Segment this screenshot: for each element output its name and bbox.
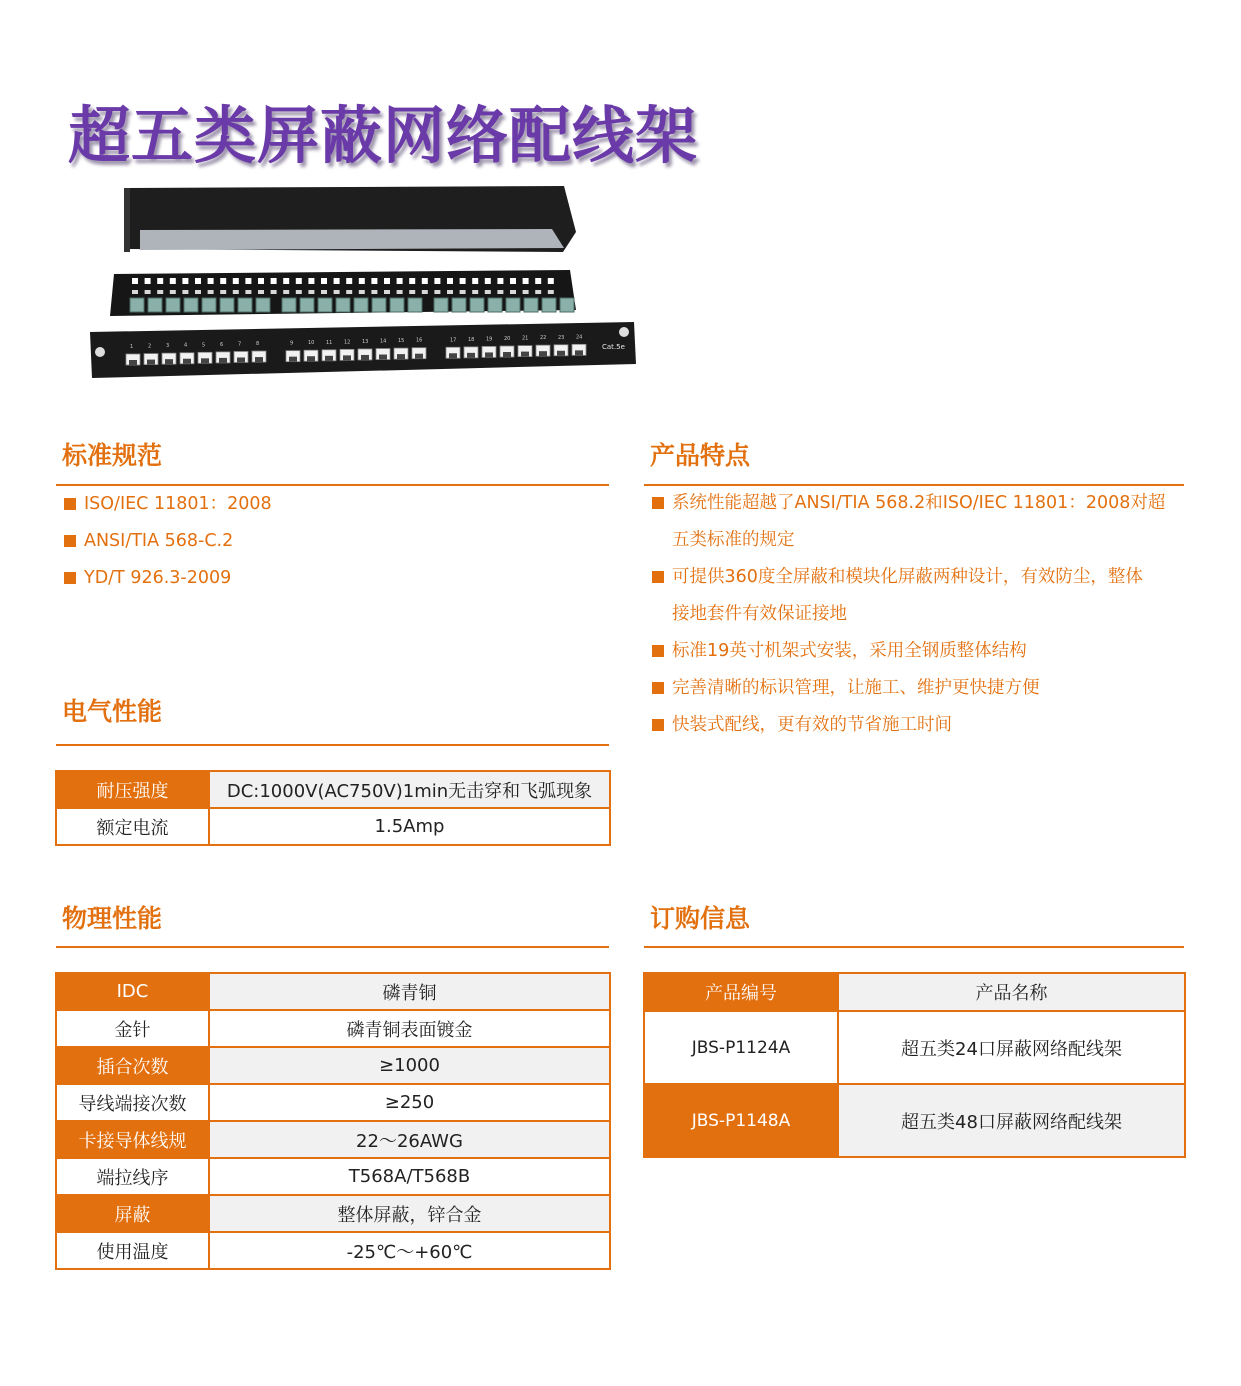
spec-value: 22～26AWG bbox=[209, 1121, 610, 1158]
keystone-module bbox=[318, 298, 332, 312]
label-hole bbox=[384, 278, 390, 284]
port-number: 9 bbox=[290, 340, 294, 347]
label-hole bbox=[384, 290, 390, 294]
label-hole bbox=[296, 278, 302, 284]
label-hole bbox=[397, 278, 403, 284]
keystone-module bbox=[130, 298, 144, 312]
keystone-module bbox=[166, 298, 180, 312]
label-hole bbox=[208, 278, 214, 284]
feature-line: 系统性能超越了ANSI/TIA 568.2和ISO/IEC 11801：2008对超 bbox=[672, 493, 1166, 513]
label-hole bbox=[334, 290, 340, 294]
table-row bbox=[644, 1084, 1185, 1157]
rj45-port-latch bbox=[539, 351, 547, 356]
spec-key: 插合次数 bbox=[56, 1047, 209, 1084]
table-row bbox=[56, 1084, 610, 1121]
feature-line: 可提供360度全屏蔽和模块化屏蔽两种设计，有效防尘，整体 bbox=[672, 567, 1143, 587]
label-hole bbox=[271, 290, 277, 294]
label-hole bbox=[195, 290, 201, 294]
standards-list bbox=[62, 486, 272, 597]
label-hole bbox=[208, 290, 214, 294]
section-rule-ordering bbox=[644, 946, 1184, 948]
spec-value: ≥1000 bbox=[209, 1047, 610, 1084]
spec-value: 1.5Amp bbox=[209, 808, 610, 845]
rj45-port-latch bbox=[361, 355, 369, 360]
port-number: 24 bbox=[576, 334, 583, 341]
label-hole bbox=[397, 290, 403, 294]
label-hole bbox=[170, 290, 176, 294]
keystone-module bbox=[390, 298, 404, 312]
spec-key: 金针 bbox=[56, 1010, 209, 1047]
section-heading-features: 产品特点 bbox=[650, 441, 751, 470]
product-name: 超五类24口屏蔽网络配线架 bbox=[838, 1011, 1185, 1084]
label-hole bbox=[535, 278, 541, 284]
table-row bbox=[56, 808, 610, 845]
port-number: 23 bbox=[558, 334, 565, 341]
keystone-module bbox=[408, 298, 422, 312]
keystone-module bbox=[524, 298, 538, 312]
mount-hole-right bbox=[619, 327, 629, 337]
label-hole bbox=[346, 278, 352, 284]
keystone-module bbox=[202, 298, 216, 312]
label-hole bbox=[220, 290, 226, 294]
label-hole bbox=[283, 290, 289, 294]
port-number: 15 bbox=[398, 338, 405, 345]
label-hole bbox=[485, 290, 491, 294]
feature-line: 五类标准的规定 bbox=[672, 530, 795, 550]
rj45-port-latch bbox=[201, 358, 209, 363]
section-rule-physical bbox=[56, 946, 609, 948]
port-number: 17 bbox=[450, 337, 457, 344]
cover-edge bbox=[124, 188, 130, 252]
page-title: 超五类屏蔽网络配线架 bbox=[68, 99, 699, 172]
spec-value: 整体屏蔽，锌合金 bbox=[209, 1195, 610, 1232]
spec-key: 使用温度 bbox=[56, 1232, 209, 1269]
spec-key: 额定电流 bbox=[56, 808, 209, 845]
rj45-port-latch bbox=[183, 359, 191, 364]
keystone-module bbox=[434, 298, 448, 312]
label-hole bbox=[371, 290, 377, 294]
physical-table bbox=[55, 972, 611, 1270]
port-number: 14 bbox=[380, 338, 387, 345]
keystone-module bbox=[282, 298, 296, 312]
port-number: 16 bbox=[416, 337, 423, 344]
keystone-module bbox=[452, 298, 466, 312]
label-hole bbox=[523, 290, 529, 294]
table-row bbox=[56, 1195, 610, 1232]
rj45-port-latch bbox=[165, 359, 173, 364]
label-hole bbox=[523, 278, 529, 284]
column-header-name: 产品名称 bbox=[838, 973, 1185, 1011]
label-hole bbox=[132, 278, 138, 284]
rj45-port-latch bbox=[557, 351, 565, 356]
mount-hole-left bbox=[95, 347, 105, 357]
keystone-module bbox=[354, 298, 368, 312]
standards-item: ANSI/TIA 568-C.2 bbox=[62, 523, 272, 560]
spec-value: ≥250 bbox=[209, 1084, 610, 1121]
label-hole bbox=[535, 290, 541, 294]
label-hole bbox=[145, 290, 151, 294]
port-number: 3 bbox=[166, 343, 170, 350]
label-hole bbox=[510, 290, 516, 294]
label-hole bbox=[485, 278, 491, 284]
label-hole bbox=[271, 278, 277, 284]
label-hole bbox=[422, 290, 428, 294]
rj45-port-latch bbox=[397, 354, 405, 359]
product-name: 超五类48口屏蔽网络配线架 bbox=[838, 1084, 1185, 1157]
table-row bbox=[56, 973, 610, 1010]
feature-item: 标准19英寸机架式安装，采用全钢质整体结构 bbox=[650, 633, 1165, 670]
rj45-port-latch bbox=[379, 355, 387, 360]
keystone-module bbox=[470, 298, 484, 312]
keystone-module bbox=[238, 298, 252, 312]
rj45-port-latch bbox=[325, 356, 333, 361]
cat5e-label: Cat.5e bbox=[602, 343, 625, 351]
label-hole bbox=[359, 290, 365, 294]
port-number: 20 bbox=[504, 336, 511, 343]
label-hole bbox=[447, 278, 453, 284]
table-row bbox=[56, 1121, 610, 1158]
port-number: 6 bbox=[220, 341, 224, 348]
rj45-port-latch bbox=[129, 360, 137, 365]
section-heading-physical: 物理性能 bbox=[62, 904, 163, 933]
label-hole bbox=[472, 290, 478, 294]
label-hole bbox=[220, 278, 226, 284]
section-heading-ordering: 订购信息 bbox=[650, 904, 751, 933]
label-hole bbox=[346, 290, 352, 294]
spec-value: 磷青铜表面镀金 bbox=[209, 1010, 610, 1047]
port-number: 8 bbox=[256, 341, 260, 348]
keystone-module bbox=[372, 298, 386, 312]
label-hole bbox=[308, 290, 314, 294]
label-hole bbox=[510, 278, 516, 284]
spec-key: 卡接导体线规 bbox=[56, 1121, 209, 1158]
label-hole bbox=[371, 278, 377, 284]
feature-line: 接地套件有效保证接地 bbox=[672, 604, 847, 624]
port-number: 4 bbox=[184, 342, 188, 349]
feature-item bbox=[650, 485, 1165, 559]
feature-item: 快装式配线，更有效的节省施工时间 bbox=[650, 707, 1165, 744]
table-row bbox=[644, 1011, 1185, 1084]
keystone-module bbox=[184, 298, 198, 312]
table-header-row bbox=[644, 973, 1185, 1011]
section-rule-electrical bbox=[56, 744, 609, 746]
label-hole bbox=[497, 278, 503, 284]
keystone-module bbox=[256, 298, 270, 312]
standards-item: YD/T 926.3-2009 bbox=[62, 560, 272, 597]
keystone-module bbox=[542, 298, 556, 312]
label-hole bbox=[233, 290, 239, 294]
port-number: 11 bbox=[326, 339, 333, 346]
rj45-port-latch bbox=[307, 356, 315, 361]
label-hole bbox=[460, 290, 466, 294]
label-hole bbox=[460, 278, 466, 284]
patch-panel-product-image bbox=[86, 182, 642, 382]
rj45-port-latch bbox=[485, 352, 493, 357]
spec-key: 导线端接次数 bbox=[56, 1084, 209, 1121]
port-number: 1 bbox=[130, 344, 134, 350]
label-hole bbox=[145, 278, 151, 284]
rj45-port-latch bbox=[415, 354, 423, 359]
port-number: 18 bbox=[468, 336, 475, 343]
label-hole bbox=[409, 278, 415, 284]
label-hole bbox=[245, 278, 251, 284]
spec-value: T568A/T568B bbox=[209, 1158, 610, 1195]
port-number: 7 bbox=[238, 341, 242, 348]
spec-value: 磷青铜 bbox=[209, 973, 610, 1010]
spec-key: 屏蔽 bbox=[56, 1195, 209, 1232]
port-number: 12 bbox=[344, 339, 351, 346]
label-hole bbox=[548, 278, 554, 284]
electrical-table bbox=[55, 770, 611, 846]
label-hole bbox=[296, 290, 302, 294]
port-number: 10 bbox=[308, 340, 315, 347]
port-number: 2 bbox=[148, 343, 152, 350]
label-hole bbox=[472, 278, 478, 284]
label-hole bbox=[283, 278, 289, 284]
rj45-port-latch bbox=[467, 353, 475, 358]
rj45-port-latch bbox=[255, 357, 263, 362]
keystone-module bbox=[506, 298, 520, 312]
product-code: JBS-P1124A bbox=[644, 1011, 838, 1084]
label-hole bbox=[182, 278, 188, 284]
label-hole bbox=[170, 278, 176, 284]
spec-key: 端拉线序 bbox=[56, 1158, 209, 1195]
keystone-module bbox=[560, 298, 574, 312]
label-hole bbox=[497, 290, 503, 294]
label-hole bbox=[548, 290, 554, 294]
section-heading-standards: 标准规范 bbox=[62, 441, 163, 470]
keystone-module bbox=[148, 298, 162, 312]
label-hole bbox=[422, 278, 428, 284]
label-hole bbox=[308, 278, 314, 284]
label-hole bbox=[233, 278, 239, 284]
port-number: 22 bbox=[540, 335, 547, 342]
features-list bbox=[650, 485, 1165, 744]
column-header-code: 产品编号 bbox=[644, 973, 838, 1011]
rj45-port-latch bbox=[575, 350, 583, 355]
table-row bbox=[56, 771, 610, 808]
label-hole bbox=[245, 290, 251, 294]
rj45-port-latch bbox=[503, 352, 511, 357]
spec-key: IDC bbox=[56, 973, 209, 1010]
spec-value: -25℃～+60℃ bbox=[209, 1232, 610, 1269]
keystone-module bbox=[336, 298, 350, 312]
feature-item: 完善清晰的标识管理，让施工、维护更快捷方便 bbox=[650, 670, 1165, 707]
table-row bbox=[56, 1010, 610, 1047]
label-hole bbox=[321, 278, 327, 284]
port-number: 5 bbox=[202, 342, 206, 349]
spec-key: 耐压强度 bbox=[56, 771, 209, 808]
rj45-port-latch bbox=[449, 353, 457, 358]
keystone-module bbox=[488, 298, 502, 312]
keystone-module bbox=[220, 298, 234, 312]
port-number: 19 bbox=[486, 336, 493, 343]
label-hole bbox=[359, 278, 365, 284]
rj45-port-latch bbox=[521, 352, 529, 357]
product-code: JBS-P1148A bbox=[644, 1084, 838, 1157]
label-hole bbox=[258, 290, 264, 294]
label-hole bbox=[434, 278, 440, 284]
table-row bbox=[56, 1047, 610, 1084]
rj45-port-latch bbox=[343, 355, 351, 360]
label-hole bbox=[157, 278, 163, 284]
table-row bbox=[56, 1158, 610, 1195]
standards-item: ISO/IEC 11801：2008 bbox=[62, 486, 272, 523]
rj45-port-latch bbox=[289, 357, 297, 362]
label-hole bbox=[157, 290, 163, 294]
spec-value: DC:1000V(AC750V)1min无击穿和飞弧现象 bbox=[209, 771, 610, 808]
label-hole bbox=[258, 278, 264, 284]
label-hole bbox=[195, 278, 201, 284]
port-number: 13 bbox=[362, 338, 369, 345]
feature-item bbox=[650, 559, 1165, 633]
label-hole bbox=[434, 290, 440, 294]
ordering-table bbox=[643, 972, 1186, 1158]
rj45-port-latch bbox=[237, 357, 245, 362]
label-hole bbox=[447, 290, 453, 294]
section-heading-electrical: 电气性能 bbox=[62, 697, 163, 726]
label-hole bbox=[321, 290, 327, 294]
rj45-port-latch bbox=[147, 360, 155, 365]
cover-rail bbox=[140, 229, 564, 250]
label-hole bbox=[182, 290, 188, 294]
label-hole bbox=[132, 290, 138, 294]
rj45-port-latch bbox=[219, 358, 227, 363]
keystone-module bbox=[300, 298, 314, 312]
port-number: 21 bbox=[522, 335, 529, 342]
table-row bbox=[56, 1232, 610, 1269]
label-hole bbox=[334, 278, 340, 284]
label-hole bbox=[409, 290, 415, 294]
